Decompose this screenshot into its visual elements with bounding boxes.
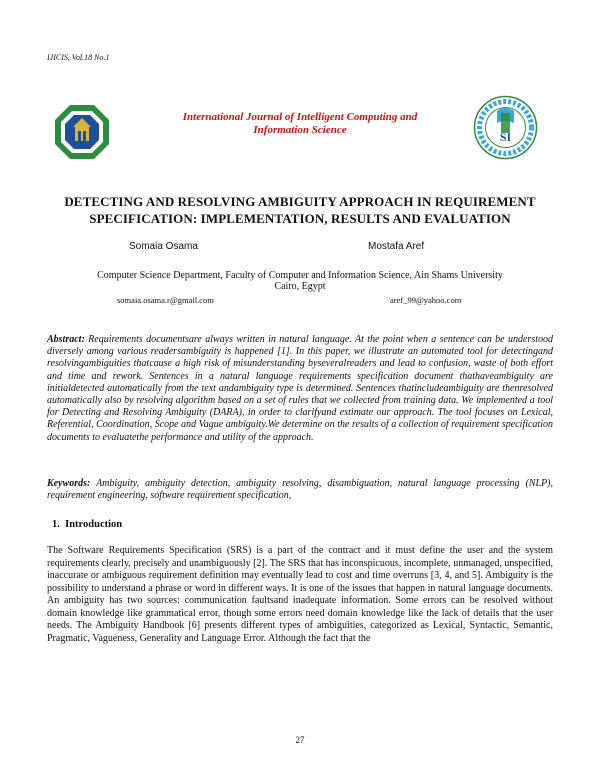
- seal-letters: SI: [499, 130, 512, 144]
- author-email: aref_99@yahoo.com: [390, 295, 462, 305]
- paper-title-line2: SPECIFICATION: IMPLEMENTATION, RESULTS AND EVALUATION: [89, 211, 511, 226]
- journal-name: [150, 111, 450, 137]
- affiliation-line1: Computer Science Department, Faculty of Computer and Information Science, Ain Shams University: [97, 270, 503, 281]
- section-heading: [52, 519, 122, 530]
- running-head: IJICIS, Vol.18 No.1: [47, 53, 110, 62]
- keywords: [47, 478, 553, 502]
- university-emblem-icon: [53, 103, 111, 161]
- journal-name-line1: International Journal of Intelligent Computing and: [182, 111, 418, 123]
- abstract: [47, 334, 553, 444]
- ain-shams-university-logo: [53, 103, 111, 161]
- page-number: 27: [295, 735, 305, 745]
- abstract-text: Requirements documentsare always written in natural language. At the point when a sentence can be understood diversely among various readersambiguity is happened [1]. In this paper, we illustrate an automated tool for detectingand resolvingambiguities thatcause a high risk of misunderstanding byseveralreaders and lead to confusion, waste of both effort and time and rework. Sentences in a natural language requirements specification document thathaveambiguity are initialdetected automatically from the text andambiguity type is determined. Sentences thatincludeambiguity are thenresolved automatically also by resolving algorithm based on a set of rules that we collected from training data. We implemented a tool for Detecting and Resolving Ambiguity (DARA), in order to clarifyand estimate our approach. The tool focuses on Lexical, Referential, Coordination, Scope and Vague ambiguity.We determine on the results of a collection of requirement specification documents to evaluatethe performance and utility of the approach.: [47, 334, 553, 443]
- journal-name-line2: Information Science: [253, 124, 347, 136]
- keywords-label: Keywords:: [47, 478, 91, 489]
- keywords-text: Ambiguity, ambiguity detection, ambiguity resolving, disambiguation, natural language processing (NLP), requirement engineering, software requirement specification,: [47, 478, 553, 502]
- section-title: Introduction: [65, 519, 123, 530]
- section-number: 1.: [52, 519, 60, 530]
- faculty-seal-icon: [473, 95, 538, 160]
- abstract-label: Abstract:: [47, 334, 85, 345]
- introduction-paragraph: The Software Requirements Specification (SRS) is a part of the contract and it must define the user and the system requirements clearly, precisely and unambiguously [2]. The SRS that has inconspicuous, incomplete, unmanaged, unspecified, inaccurate or ambiguous requirement definition may eventually lead to cost and time overruns [3, 4, and 5]. Ambiguity is the possibility to understand a phrase or word in different ways. It is one of the issues that happen in natural language documents. An ambiguity has two sources: communication faultsand inadequate information. Some errors can be resolved without domain knowledge like grammatical error, though some errors need domain knowledge like the lack of details that the user needs. The Ambiguity Handbook [6] presents different types of ambiguities, categorized as Lexical, Syntactic, Semantic, Pragmatic, Vagueness, Generality and Language Error. Although the fact that the: [47, 545, 553, 644]
- paper-title: [30, 193, 570, 227]
- affiliation-line2: Cairo, Egypt: [274, 281, 326, 292]
- author-name: Somaia Osama: [129, 241, 198, 252]
- faculty-of-computer-and-information-sciences-logo: [473, 95, 538, 160]
- author-name: Mostafa Aref: [368, 241, 425, 252]
- paper-title-line1: DETECTING AND RESOLVING AMBIGUITY APPROACH IN REQUIREMENT: [64, 194, 536, 209]
- affiliation: [60, 270, 540, 292]
- author-email: somaia.osama.r@gmail.com: [117, 295, 214, 305]
